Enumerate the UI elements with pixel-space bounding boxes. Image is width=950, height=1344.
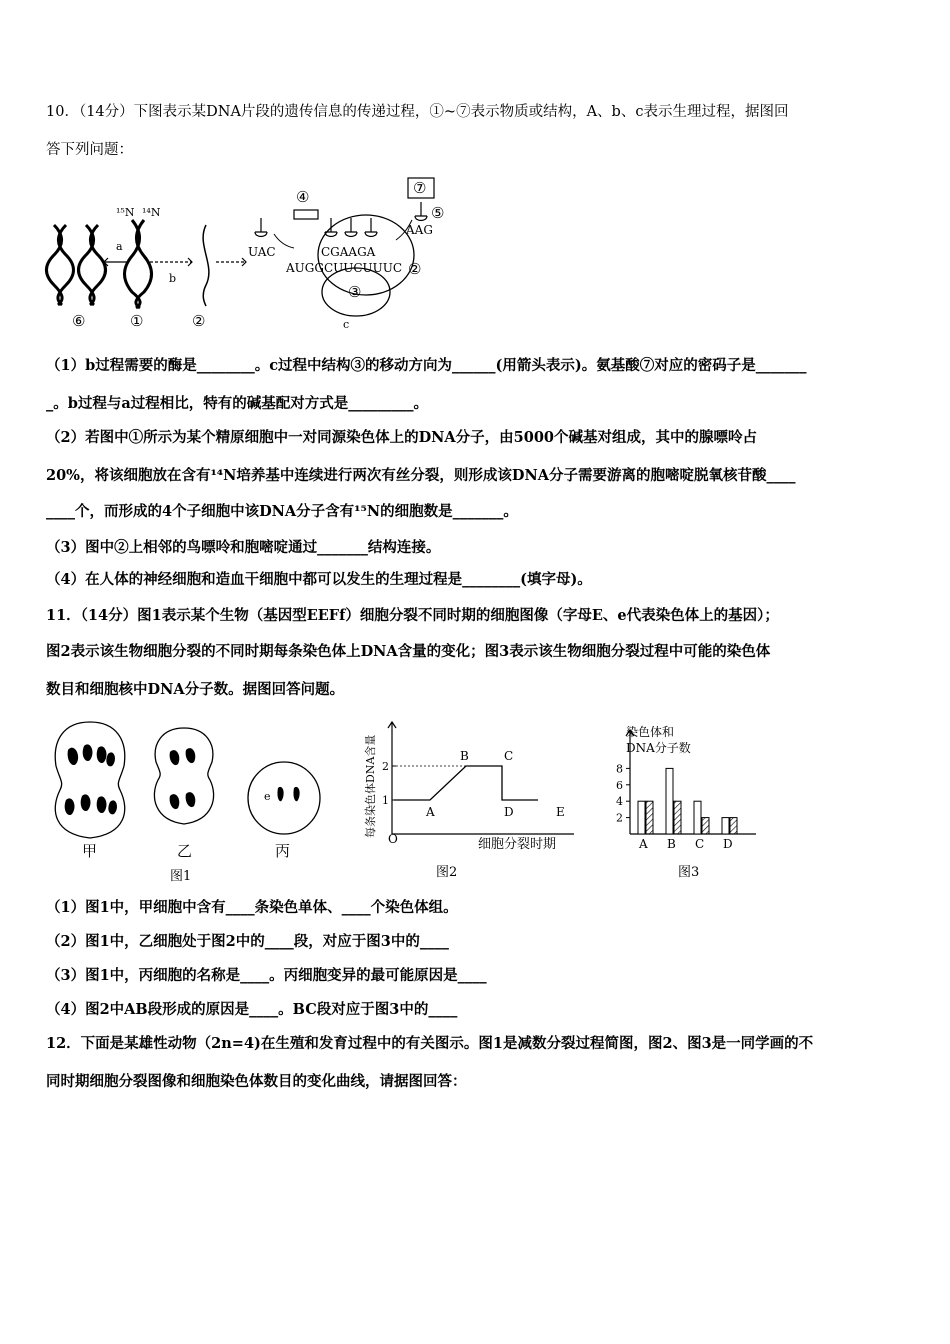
q10-line-1: 10．（14分）下图表示某DNA片段的遗传信息的传递过程，①~⑦表示物质或结构，A、b、c表示生理过程，据图回 [46,104,789,120]
q10-line-5: （2）若图中①所示为某个精原细胞中一对同源染色体上的DNA分子，由5000个碱基对组成，其中的腺嘌呤占 [46,429,758,446]
dna-helix-6 [47,225,106,305]
strand-label-15n: ¹⁵N [116,206,135,219]
label-6: ⑥ [72,312,86,330]
gene-E: E [283,792,292,805]
fig2-plot [382,749,565,819]
label-3: ③ [348,283,362,301]
fig3-category-A: A [639,837,648,851]
fig2-ylabel: 每条染色体DNA含量 [364,734,377,838]
q10-line-4: _。b过程与a过程相比，特有的碱基配对方式是_________。 [46,395,429,412]
q11-line-3: 数目和细胞核中DNA分子数。据图回答问题。 [46,681,345,698]
strand-label-14n: ¹⁴N [142,206,161,219]
anticodon-right: AAG [406,223,433,237]
q10-line-3: （1）b过程需要的酶是________。c过程中结构③的移动方向为______(用箭头表示)。氨基酸⑦对应的密码子是_______ [46,357,807,374]
fig2-ytick-label: 1 [382,794,389,807]
fig2-point-label-E: E [556,805,565,819]
leaving-trna [255,218,267,237]
fig3-bar-C-chromosome [694,801,701,834]
fig3-category-B: B [667,837,676,851]
fig2-origin: O [388,832,398,846]
mrna-strand-2 [203,225,209,306]
fig1-caption: 图1 [170,869,192,884]
q11-line-4: （1）图1中，甲细胞中含有____条染色单体、____个染色体组。 [46,899,458,916]
gene-e: e [264,790,271,803]
process-label-b: b [169,272,177,285]
q10-line-2: 答下列问题： [46,142,133,158]
fig3-bar-B-dna [674,801,681,834]
q10-figure [46,170,446,340]
anticodon-left: UAC [248,245,276,259]
fig3-bar-C-dna [702,818,709,834]
trna-in-ribosome [325,218,377,237]
polypeptide-box [294,210,318,219]
fig3-bar-D-chromosome [722,818,729,834]
label-2b: ② [408,260,422,278]
fig3-bar-D-dna [730,818,737,834]
q11-line-7: （4）图2中AB段形成的原因是____。BC段对应于图3中的____ [46,1001,458,1018]
q10-line-9: （4）在人体的神经细胞和造血干细胞中都可以发生的生理过程是________(填字母)。 [46,571,592,588]
q11-line-5: （2）图1中，乙细胞处于图2中的____段，对应于图3中的____ [46,933,449,950]
label-7: ⑦ [413,179,427,197]
mrna-sequence: AUGGCUUCUUUC [286,261,403,275]
cell-jia [55,722,125,838]
exit-arrow [274,234,294,248]
q12-line-2: 同时期细胞分裂图像和细胞染色体数目的变化曲线，请据图回答： [46,1073,467,1090]
fig3-ytick-label: 6 [616,778,623,792]
q11-line-1: 11．（14分）图1表示某个生物（基因型EEFf）细胞分裂不同时期的细胞图像（字母E、e代表染色体上的基因）； [46,607,779,624]
q12-line-1: 12．下面是某雄性动物（2n=4)在生殖和发育过程中的有关图示。图1是减数分裂过程简图，图2、图3是一同学画的不 [46,1035,814,1052]
fig2-caption: 图2 [436,865,458,880]
q10-line-8: （3）图中②上相邻的鸟嘌呤和胞嘧啶通过_______结构连接。 [46,539,441,556]
fig2-point-label-B: B [460,749,469,763]
fig2-xlabel: 细胞分裂时期 [478,837,557,852]
q11-line-2: 图2表示该生物细胞分裂的不同时期每条染色体上DNA含量的变化；图3表示该生物细胞分裂过程中可能的染色体 [46,643,771,660]
cell-label-yi: 乙 [177,842,193,860]
fig2-series-line [394,766,538,800]
process-label-c: c [343,318,350,331]
q11-fig2 [354,716,584,886]
cell-yi [154,728,213,824]
fig3-ytick-label: 2 [616,811,623,825]
q10-line-7: ____个，而形成的4个子细胞中该DNA分子含有¹⁵N的细胞数是_______。 [46,503,518,520]
fig3-ylabel-line-1: 染色体和 [626,725,675,739]
q11-fig1 [46,716,336,886]
fig2-point-label-D: D [504,805,514,819]
process-label-a: a [116,240,123,253]
fig3-caption: 图3 [678,865,700,880]
label-2: ② [192,312,206,330]
label-1: ① [130,312,144,330]
incoming-trna [415,202,427,221]
cell-label-bing: 丙 [275,842,291,860]
cell-label-jia: 甲 [82,842,98,860]
q11-fig3 [614,716,774,886]
fig2-ytick-label: 2 [382,760,389,773]
trna-anticodons: CGAAGA [321,245,376,259]
dna-helix-1 [125,220,152,308]
q10-line-6: 20%，将该细胞放在含有¹⁴N培养基中连续进行两次有丝分裂，则形成该DNA分子需要游离的胞嘧啶脱氧核苷酸____ [46,467,796,484]
fig3-category-D: D [723,837,733,851]
q11-line-6: （3）图1中，丙细胞的名称是____。丙细胞变异的最可能原因是____ [46,967,487,984]
fig3-ytick-label: 8 [616,762,623,776]
fig2-point-label-C: C [504,749,514,763]
fig3-bar-A-dna [646,801,653,834]
fig3-bar-A-chromosome [638,801,645,834]
fig3-ylabel-line-2: DNA分子数 [626,741,691,755]
fig3-bar-B-chromosome [666,768,673,834]
fig3-ytick-label: 4 [616,795,623,809]
fig3-category-C: C [695,837,705,851]
label-5: ⑤ [431,204,445,222]
fig2-point-label-A: A [426,805,435,819]
fig3-plot [616,762,737,851]
label-4: ④ [296,188,310,206]
